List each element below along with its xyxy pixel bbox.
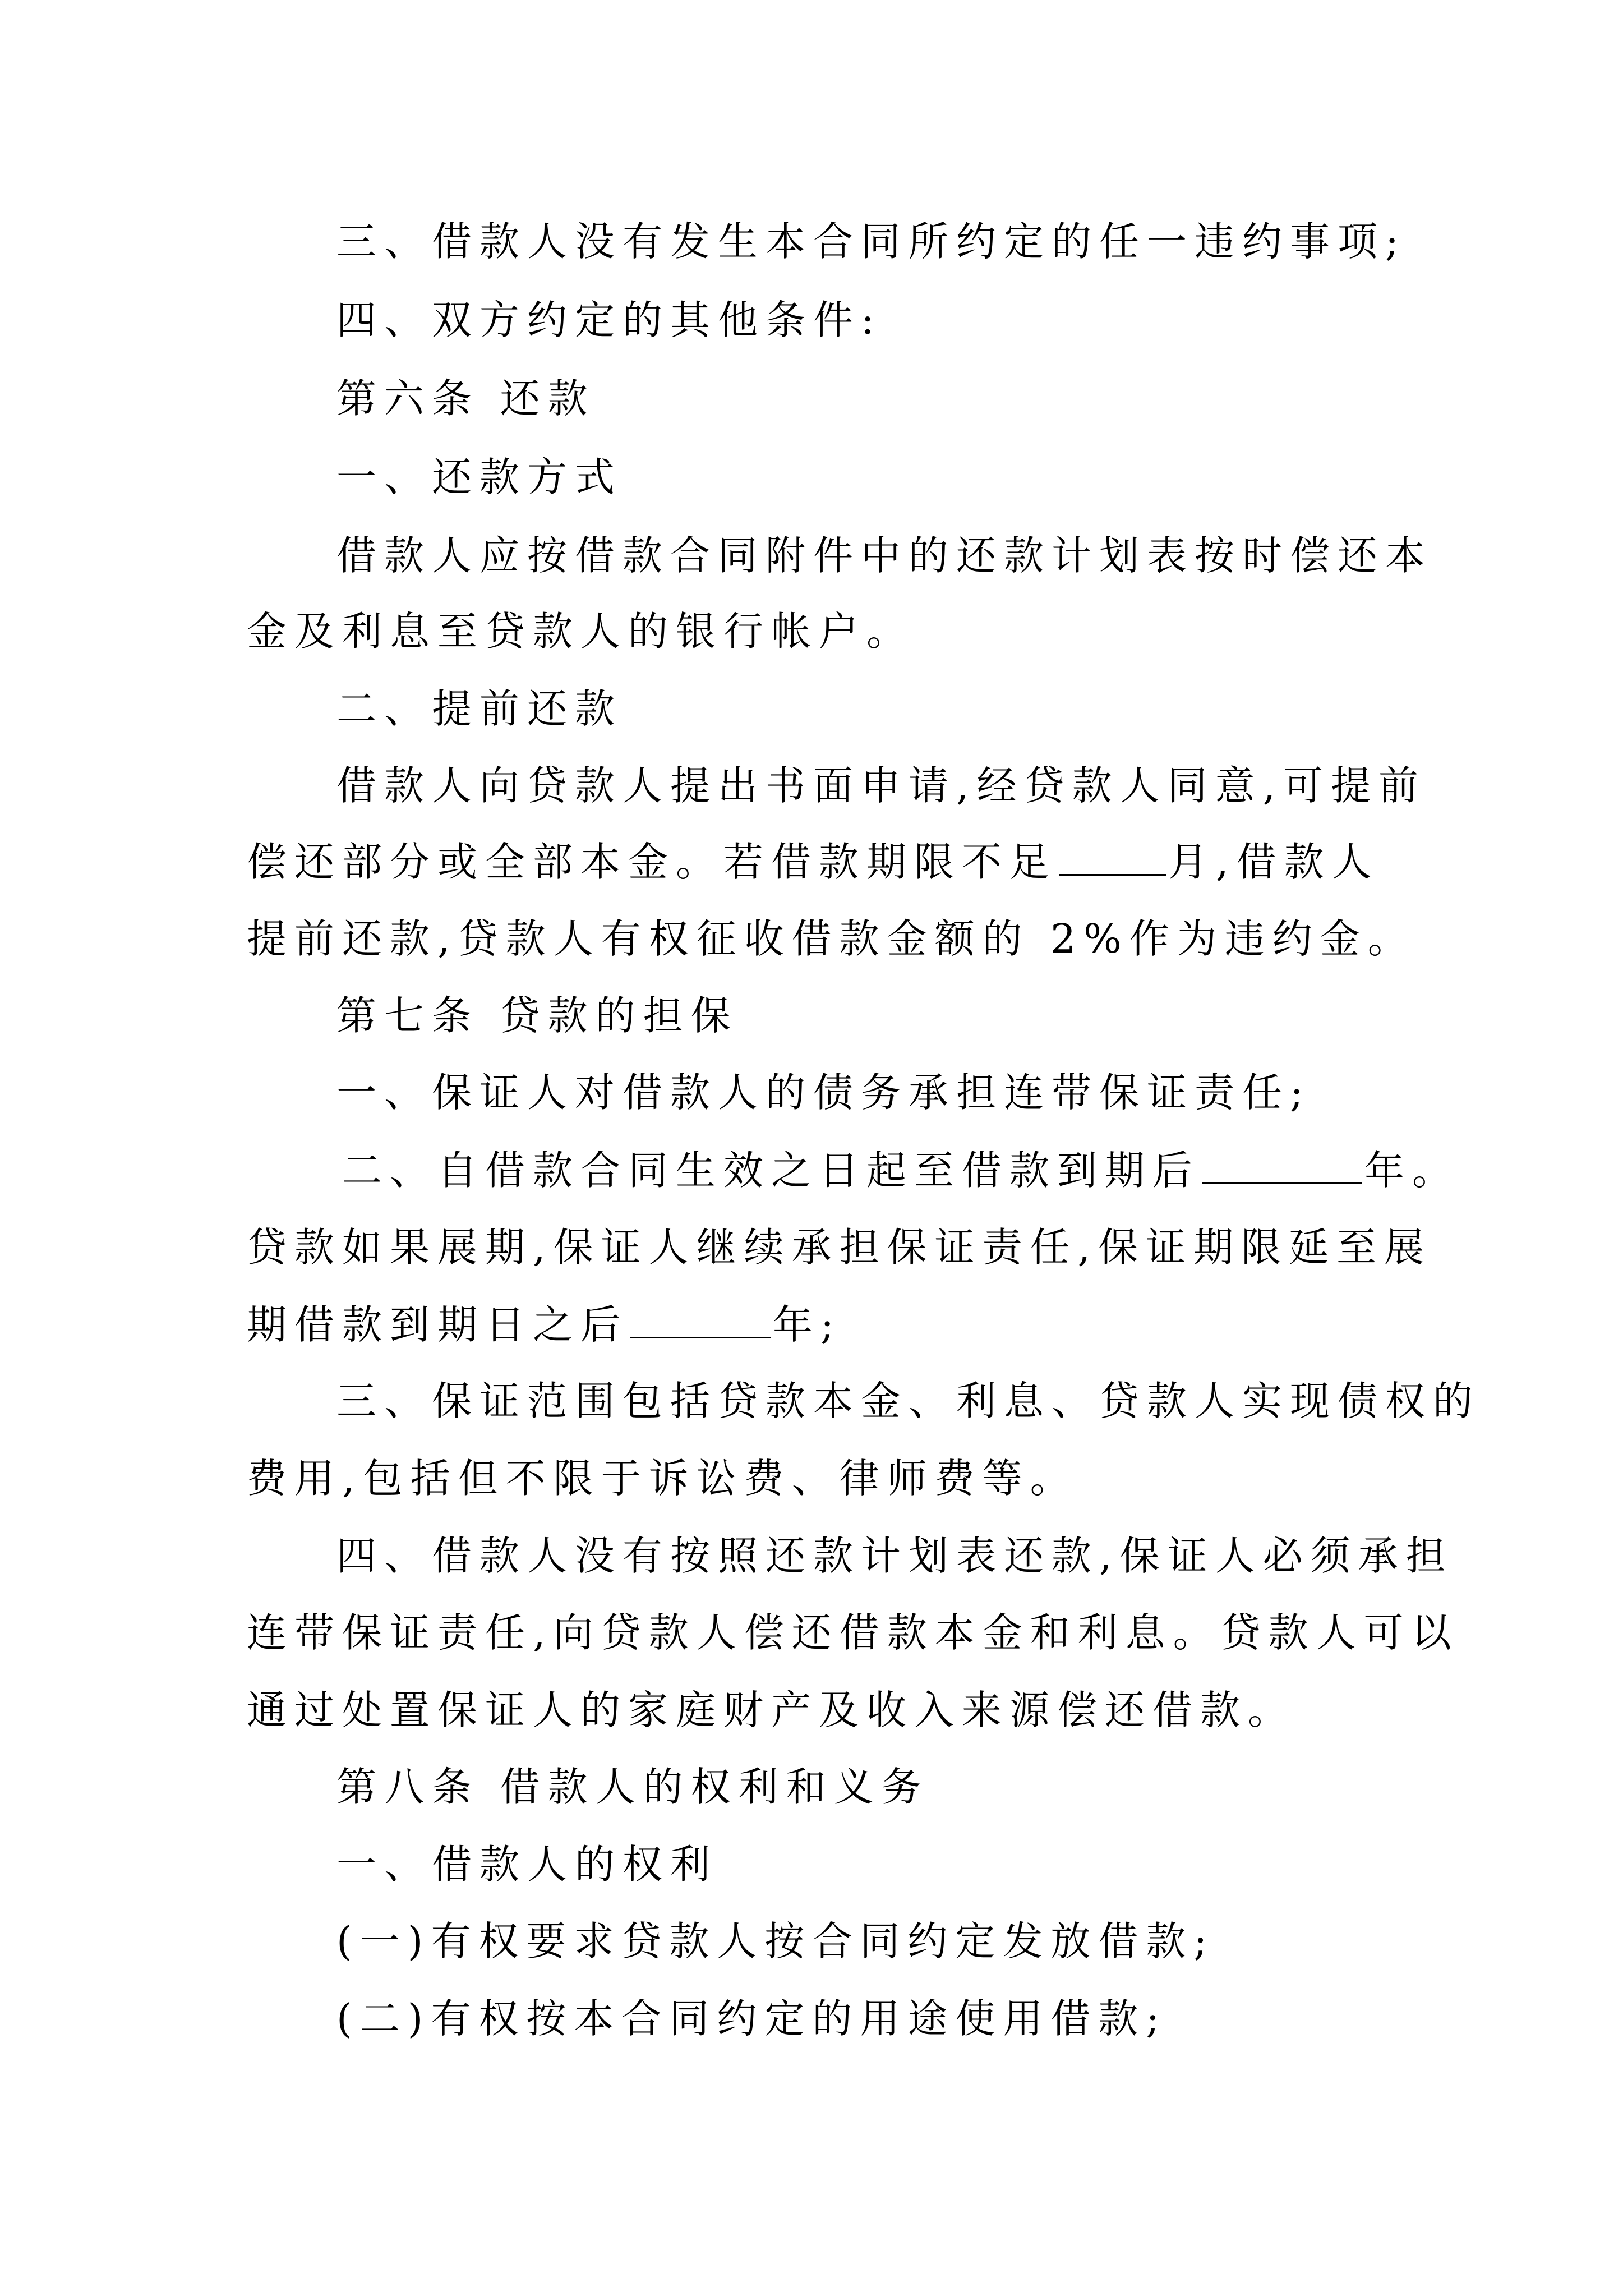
text-line: 连带保证责任,向贷款人偿还借款本金和利息。贷款人可以 xyxy=(247,1609,1459,1656)
section-heading: 第八条 借款人的权利和义务 xyxy=(336,1764,929,1810)
text-line: 提前还款,贷款人有权征收借款金额的 2%作为违约金。 xyxy=(247,915,1415,962)
section-heading: 第六条 还款 xyxy=(336,375,596,422)
fill-in-blank xyxy=(1202,1150,1362,1184)
text-line: 三、保证范围包括贷款本金、利息、贷款人实现债权的 xyxy=(336,1378,1481,1424)
text-segment: 二、自借款合同生效之日起至借款到期后 xyxy=(342,1147,1201,1194)
text-line: 三、借款人没有发生本合同所约定的任一违约事项; xyxy=(336,218,1407,265)
text-line: 四、借款人没有按照还款计划表还款,保证人必须承担 xyxy=(336,1533,1454,1579)
text-segment: 年; xyxy=(773,1301,842,1348)
fill-in-blank xyxy=(630,1304,771,1338)
text-line: 四、双方约定的其他条件: xyxy=(336,297,882,343)
text-line: 通过处置保证人的家庭财产及收入来源偿还借款。 xyxy=(247,1687,1296,1733)
text-segment: 月,借款人 xyxy=(1168,839,1380,885)
text-line: 借款人应按借款合同附件中的还款计划表按时偿还本 xyxy=(336,532,1433,579)
text-line-with-blank xyxy=(342,1147,1460,1194)
text-segment: 期借款到期日之后 xyxy=(247,1301,629,1348)
text-line: 一、保证人对借款人的债务承担连带保证责任; xyxy=(336,1069,1311,1116)
text-line: 借款人向贷款人提出书面申请,经贷款人同意,可提前 xyxy=(336,762,1427,809)
text-line: 金及利息至贷款人的银行帐户。 xyxy=(247,608,915,655)
text-line: (二)有权按本合同约定的用途使用借款; xyxy=(336,1995,1168,2042)
text-segment: 偿还部分或全部本金。若借款期限不足 xyxy=(247,839,1058,885)
text-line: 一、借款人的权利 xyxy=(336,1841,718,1888)
text-line: (一)有权要求贷款人按合同约定发放借款; xyxy=(336,1918,1215,1964)
text-line-with-blank xyxy=(247,839,1380,885)
text-line: 贷款如果展期,保证人继续承担保证责任,保证期限延至展 xyxy=(247,1224,1432,1271)
section-heading: 第七条 贷款的担保 xyxy=(336,992,739,1039)
text-line: 二、提前还款 xyxy=(336,685,623,732)
text-line-with-blank xyxy=(247,1301,842,1348)
text-line: 一、还款方式 xyxy=(336,454,623,500)
text-segment: 年。 xyxy=(1364,1147,1460,1194)
fill-in-blank xyxy=(1059,841,1166,876)
text-line: 费用,包括但不限于诉讼费、律师费等。 xyxy=(247,1455,1078,1502)
